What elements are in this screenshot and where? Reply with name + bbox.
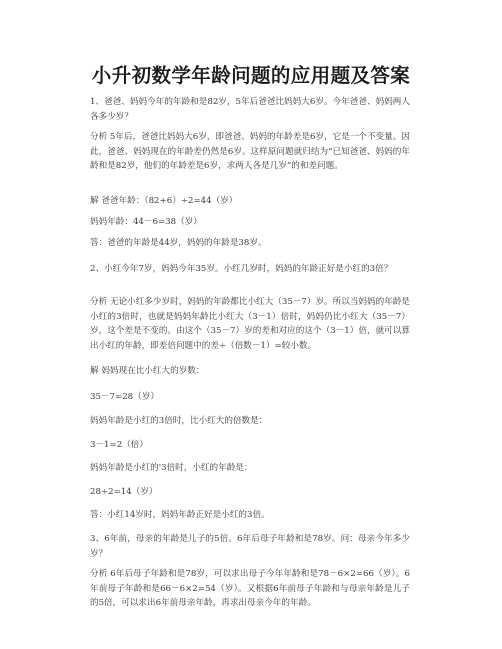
question-3: 3、6年前，母亲的年龄是儿子的5倍。6年后母子年龄和是78岁。问：母亲今年多少岁？ xyxy=(90,534,410,559)
analysis-2: 分析 无论小红多少岁时，妈妈的年龄都比小红大（35－7）岁。所以当妈妈的年龄是小红的3倍时，也就是妈妈年龄比小红大（3－1）倍时，妈妈仍比小红大（35－7）岁，这个差是不变的。由这个（35－7）岁的差和对应的这个（3－1）倍，就可以算出小红的年龄，即差倍问题中的差÷（倍数－1）=较小数。 xyxy=(90,297,410,351)
answer-1: 答：爸爸的年龄是44岁，妈妈的年龄是38岁。 xyxy=(90,238,267,248)
question-2: 2、小红今年7岁，妈妈今年35岁。小红几岁时，妈妈的年龄正好是小红的3倍？ xyxy=(90,264,393,274)
answer-2: 答：小红14岁时，妈妈年龄正好是小红的3倍。 xyxy=(90,510,270,520)
solution-2-line-5: 妈妈年龄是小红的'3倍时，小红的年龄是： xyxy=(90,463,253,473)
solution-2-line-4: 3－1=2（倍） xyxy=(90,440,148,450)
solution-1-line-1: 解 爸爸年龄：（82+6）÷2=44（岁） xyxy=(90,196,238,206)
solution-2-line-6: 28÷2=14（岁） xyxy=(90,487,158,497)
solution-2-line-2: 35－7=28（岁） xyxy=(90,392,159,402)
question-1: 1、爸爸、妈妈今年的年龄和是82岁，5年后爸爸比妈妈大6岁。今年爸爸、妈妈两人各多少岁？ xyxy=(90,97,410,122)
analysis-1: 分析 5年后，爸爸比妈妈大6岁，即爸爸、妈妈的年龄差是6岁，它是一个不变量。因此，爸爸、妈妈现在的年龄差仍然是6岁。这样原问题就归结为“已知爸爸、妈妈的年龄和是82岁，他们的年龄差是6岁，求两人各是几岁”的和差问题。 xyxy=(90,132,410,172)
page-title: 小升初数学年龄问题的应用题及答案 xyxy=(91,64,411,87)
solution-2-line-3: 妈妈年龄是小红的3倍时，比小红大的倍数是： xyxy=(90,416,268,426)
analysis-3: 分析 6年后母子年龄和是78岁，可以求出母子今年年龄和是78－6×2=66（岁）。6年前母子年龄和是66－6×2=54（岁）。又根据6年前母子年龄和与母亲年龄是儿子的5倍，可以求出6年前母亲年龄，再求出母亲今年的年龄。 xyxy=(90,569,410,609)
solution-1-line-2: 妈妈年龄：44－6=38（岁） xyxy=(90,217,202,227)
solution-2-line-1: 解 妈妈现在比小红大的岁数： xyxy=(90,366,205,376)
